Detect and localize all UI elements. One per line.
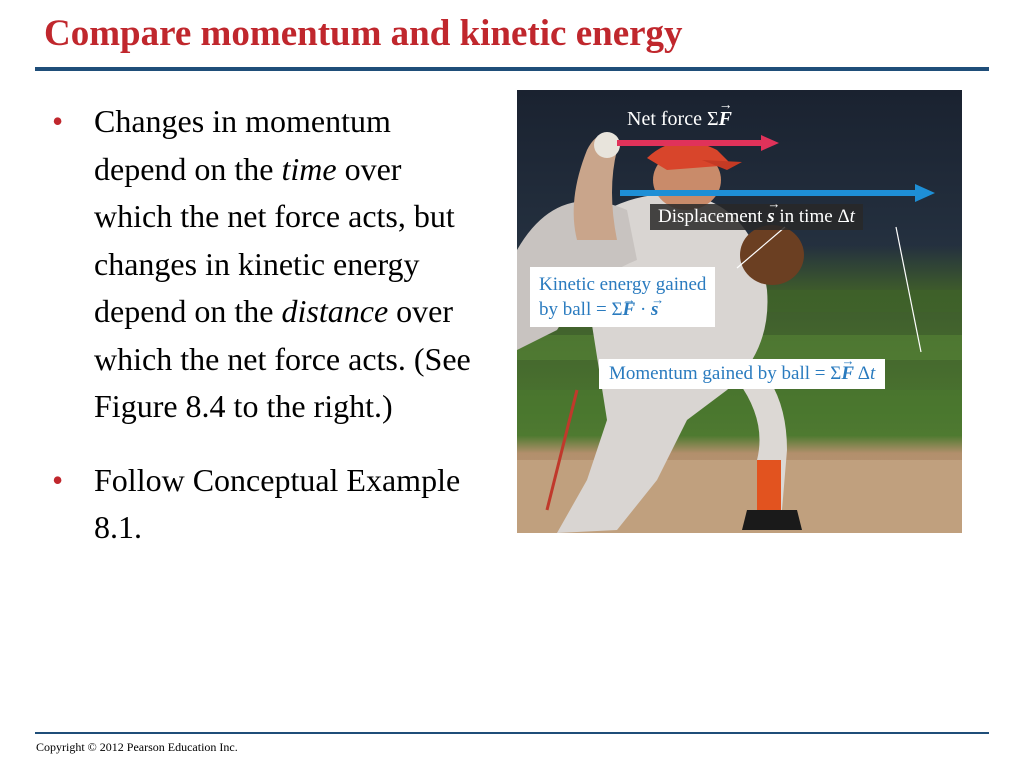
ke-by-ball-text: by ball = [539, 299, 612, 320]
force-vector-symbol: → F [841, 363, 854, 385]
momentum-text: Momentum gained by ball = [609, 363, 831, 384]
displacement-label [650, 204, 863, 230]
bullet-1-text-b: over which the net force acts, but changes in kinetic energy depend on the [94, 150, 455, 329]
bullet-marker: • [52, 461, 64, 498]
dot-product-symbol: · [635, 299, 652, 320]
bullet-1-text-a: Changes in momentum depend on the [94, 103, 391, 187]
momentum-label [599, 359, 885, 389]
force-vector-symbol: → F [623, 297, 636, 322]
net-force-text: Net force [627, 108, 707, 130]
displacement-text: Displacement [658, 206, 768, 227]
bullet-item-1 [52, 98, 482, 431]
footer-divider [35, 732, 989, 734]
bullet-2-text: Follow Conceptual Example 8.1. [94, 461, 461, 545]
time-symbol: t [849, 206, 855, 227]
copyright-text: Copyright © 2012 Pearson Education Inc. [36, 740, 238, 754]
sigma-symbol: Σ [830, 363, 842, 384]
sigma-symbol: Σ [611, 299, 623, 320]
delta-symbol: Δ [837, 206, 850, 227]
net-force-label [627, 108, 732, 131]
displacement-vector-symbol: → s [651, 297, 658, 322]
bullet-item-2 [52, 457, 482, 552]
slide-title: Compare momentum and kinetic energy [44, 13, 683, 54]
delta-symbol: Δ [857, 363, 870, 384]
sigma-symbol: Σ [706, 108, 719, 130]
ke-line-1: Kinetic energy gained [539, 274, 707, 295]
bullet-marker: • [52, 103, 64, 139]
displacement-vector-symbol: → s [767, 206, 774, 228]
bullet-list [52, 98, 482, 552]
title-divider [35, 67, 989, 71]
ke-line-2 [539, 297, 706, 322]
force-vector-symbol: → F [719, 108, 732, 131]
kinetic-energy-label [530, 267, 715, 327]
in-time-text: in time [774, 206, 838, 227]
baseball-pitcher-figure [517, 90, 962, 533]
bullet-1-emphasis-time: time [281, 150, 337, 187]
time-symbol: t [869, 363, 876, 384]
bullet-1-emphasis-distance: distance [281, 293, 389, 329]
bullet-1-text-c: over which the net force acts. (See Figure 8.4 to the right.) [94, 293, 471, 424]
